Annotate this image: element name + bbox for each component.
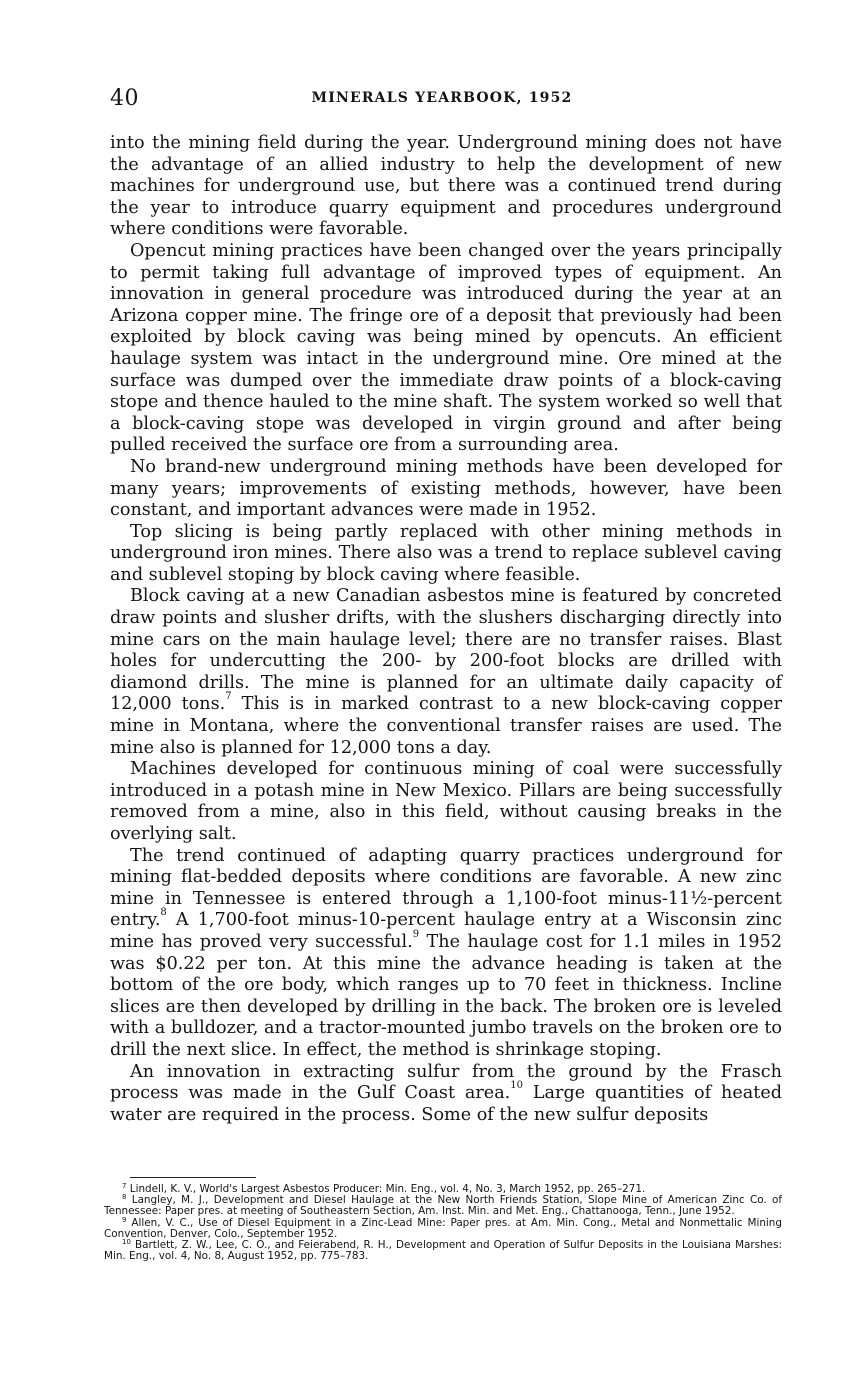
footnote <box>104 1240 782 1262</box>
footnote-number: 9 <box>122 1215 127 1224</box>
paragraph-1: into the mining field during the year. Underground mining does not have the advantage of an allied industry to help the development of new machines for underground use, but there was a continued trend during the year to introduce quarry equipment and procedures underground where conditions were favorable. <box>110 133 782 240</box>
paragraph-8-part-b: Large quantities of heated water are required in the process. Some of the new sulfur deposits <box>110 1083 782 1125</box>
paragraph-2: Opencut mining practices have been changed over the years principally to permit taking full advantage of improved types of equipment. An innovation in general procedure was introduced during the year at an Arizona copper mine. The fringe ore of a deposit that previously had been exploited by block caving was being mined by opencuts. An efficient haulage system was intact in the underground mine. Ore mined at the surface was dumped over the immediate draw points of a block-caving stope and thence hauled to the mine shaft. The system worked so well that a block-caving stope was developed in virgin ground and after being pulled received the surface ore from a surrounding area. <box>110 240 782 456</box>
footnote-number: 7 <box>122 1182 127 1190</box>
footnote <box>104 1215 782 1240</box>
paragraph-7-part-b: A 1,700-foot minus-10-percent haulage entry at a Wisconsin zinc mine has proved very successful. <box>110 910 782 952</box>
paragraph-5-part-a: Block caving at a new Canadian asbestos mine is featured by concreted draw points and slusher drifts, with the slushers discharging directly into mine cars on the main haulage level; there are no transfer raises. Blast holes for undercutting the 200- by 200-foot blocks are drilled with diamond drills. The mine is planned for an ultimate daily capacity of 12,000 tons. <box>110 586 782 715</box>
footnote-text: Langley, M. J., Development and Diesel Haulage at the New North Friends Station, Slope Mine of American Zinc Co. of Tennessee: Paper pres. at meeting of Southeastern Section, Am. Inst. Min. and Met. Eng., Chattanooga, Tenn., June 1952. <box>104 1194 782 1218</box>
footnote-number: 10 <box>122 1238 131 1247</box>
running-title: MINERALS YEARBOOK, 1952 <box>311 90 573 106</box>
paragraph-3: No brand-new underground mining methods have been developed for many years; improvements of existing methods, however, have been constant, and important advances were made in 1952. <box>110 456 782 521</box>
footnote-text: Bartlett, Z. W., Lee, C. O., and Feierabend, R. H., Development and Operation of Sulfur Deposits in the Louisiana Marshes: Min. Eng., vol. 4, No. 8, August 1952, pp. 775–783. <box>104 1239 782 1263</box>
footnote-ref-10: 10 <box>510 1080 524 1092</box>
paragraph-8 <box>110 1062 782 1127</box>
paragraph-5 <box>110 586 782 759</box>
footnote <box>104 1195 782 1217</box>
paragraph-5-part-b: This is in marked contrast to a new block-caving copper mine in Montana, where the conventional transfer raises are used. The mine also is planned for 12,000 tons a day. <box>110 694 782 758</box>
paragraph-7-part-a: The trend continued of adapting quarry practices underground for mining flat-bedded deposits where conditions are favorable. A new zinc mine in Tennessee is entered through a 1,100-foot minus-11½-percent entry. <box>110 845 782 931</box>
footnote-ref-9: 9 <box>412 928 420 940</box>
footnote-ref-8: 8 <box>160 907 167 919</box>
paragraph-7 <box>110 846 782 1062</box>
paragraph-6: Machines developed for continuous mining of coal were successfully introduced in a potash mine in New Mexico. Pillars are being successfully removed from a mine, also in this field, without causing breaks in the overlying salt. <box>110 759 782 844</box>
footnote-number: 8 <box>122 1193 127 1202</box>
page-number: 40 <box>110 86 139 111</box>
footnote-ref-7: 7 <box>225 691 232 703</box>
paragraph-4: Top slicing is being partly replaced with other mining methods in underground iron mines. There also was a trend to replace sublevel caving and sublevel stoping by block caving where feasible. <box>110 521 782 585</box>
paragraph-8-part-a: An innovation in extracting sulfur from the ground by the Frasch process was made in the Gulf Coast area. <box>110 1061 782 1104</box>
paragraph-7-part-c: The haulage cost for 1.1 miles in 1952 was $0.22 per ton. At this mine the advance heading is taken at the bottom of the ore body, which ranges up to 70 feet in thickness. Incline slices are then developed by drilling in the back. The broken ore is leveled with a bulldozer, and a tractor-mounted jumbo travels on the broken ore to drill the next slice. In effect, the method is shrinkage stoping. <box>110 931 783 1060</box>
body-text <box>110 133 782 1126</box>
footnotes <box>104 1184 782 1262</box>
footnote-text: Allen, V. C., Use of Diesel Equipment in a Zinc-Lead Mine: Paper pres. at Am. Min. Cong., Metal and Nonmettalic Mining Convention, Denver, Colo., September 1952. <box>104 1216 782 1240</box>
footnote-divider <box>130 1177 256 1178</box>
footnote-text: Lindell, K. V., World's Largest Asbestos Producer: Min. Eng., vol. 4, No. 3, March 1952, pp. 265–271. <box>129 1183 646 1195</box>
